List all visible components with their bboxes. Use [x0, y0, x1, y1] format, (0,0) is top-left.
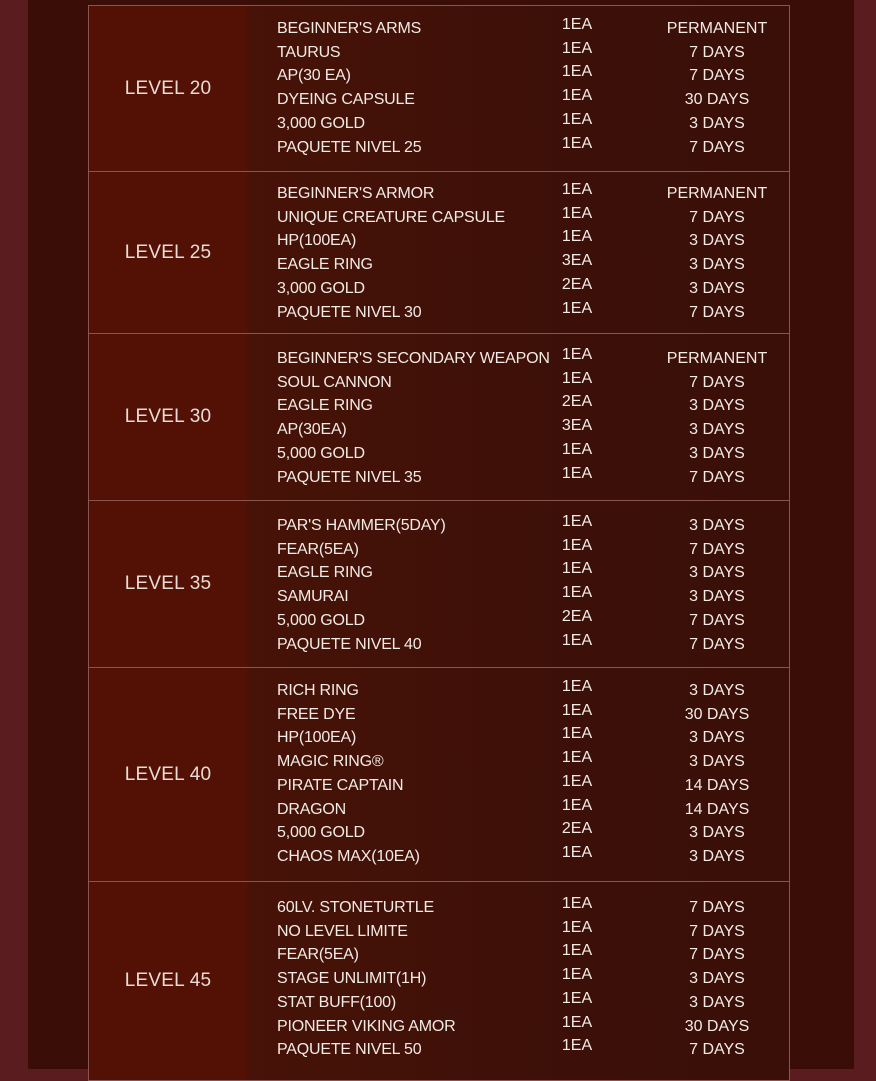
- reward-duration: PERMANENT: [666, 350, 768, 367]
- reward-name: PAQUETE NIVEL 25: [277, 138, 422, 156]
- reward-item: [247, 536, 789, 565]
- reward-item: [247, 134, 789, 163]
- reward-item: [247, 513, 789, 541]
- reward-name: RICH RING: [277, 682, 359, 699]
- reward-name: CHAOS MAX(10EA): [277, 847, 420, 865]
- reward-duration: 7 DAYS: [689, 611, 745, 629]
- reward-item: [247, 369, 789, 398]
- level-row: [88, 333, 790, 501]
- reward-duration: 7 DAYS: [689, 67, 745, 85]
- reward-duration: 30 DAYS: [684, 91, 750, 109]
- reward-item: [247, 820, 789, 848]
- reward-quantity: 1EA: [561, 725, 593, 743]
- reward-quantity: 1EA: [561, 63, 593, 81]
- reward-quantity: 2EA: [561, 820, 593, 838]
- reward-item: [247, 796, 789, 825]
- reward-quantity: 1EA: [561, 749, 593, 767]
- reward-quantity: 1EA: [561, 16, 593, 33]
- reward-item: [247, 560, 789, 588]
- reward-duration: 7 DAYS: [689, 138, 745, 156]
- reward-duration: 3 DAYS: [689, 824, 745, 842]
- reward-duration: 7 DAYS: [689, 922, 745, 940]
- reward-name: BEGINNER'S ARMOR: [277, 185, 435, 202]
- level-row: [88, 500, 790, 668]
- reward-quantity: 1EA: [561, 918, 593, 936]
- reward-quantity: 3EA: [561, 252, 593, 270]
- reward-duration: 3 DAYS: [689, 114, 745, 132]
- reward-duration: 14 DAYS: [684, 800, 750, 818]
- reward-duration: 3 DAYS: [689, 682, 745, 699]
- reward-duration: 7 DAYS: [689, 303, 745, 321]
- reward-item: [247, 942, 789, 970]
- reward-quantity: 1EA: [561, 942, 593, 960]
- reward-item: [247, 678, 789, 706]
- reward-duration: 30 DAYS: [684, 705, 750, 723]
- reward-name: 3,000 GOLD: [277, 279, 365, 297]
- reward-duration: 7 DAYS: [689, 635, 745, 653]
- reward-duration: 3 DAYS: [689, 847, 745, 865]
- reward-item: [247, 110, 789, 139]
- reward-name: EAGLE RING: [277, 256, 373, 274]
- reward-duration: PERMANENT: [666, 20, 768, 37]
- reward-quantity: 1EA: [561, 989, 593, 1007]
- reward-items: [247, 6, 789, 171]
- reward-quantity: 1EA: [561, 701, 593, 719]
- reward-item: [247, 725, 789, 753]
- reward-duration: 7 DAYS: [689, 43, 745, 61]
- reward-name: AP(30EA): [277, 421, 347, 439]
- reward-name: NO LEVEL LIMITE: [277, 922, 408, 940]
- reward-items: [247, 501, 789, 667]
- reward-duration: PERMANENT: [666, 185, 768, 202]
- level-row: [88, 667, 790, 882]
- reward-quantity: 1EA: [561, 369, 593, 387]
- reward-name: 5,000 GOLD: [277, 824, 365, 842]
- reward-name: SAMURAI: [277, 588, 349, 606]
- reward-quantity: 1EA: [561, 513, 593, 530]
- reward-name: EAGLE RING: [277, 564, 373, 582]
- reward-duration: 7 DAYS: [689, 208, 745, 226]
- reward-items: [247, 882, 789, 1080]
- reward-name: 5,000 GOLD: [277, 611, 365, 629]
- level-rewards-table: [88, 0, 792, 1069]
- reward-quantity: 1EA: [561, 772, 593, 790]
- reward-item: [247, 16, 789, 44]
- level-cell: [89, 882, 247, 1080]
- reward-quantity: 1EA: [561, 678, 593, 695]
- reward-duration: 3 DAYS: [689, 588, 745, 606]
- reward-duration: 3 DAYS: [689, 397, 745, 415]
- reward-quantity: 1EA: [561, 87, 593, 105]
- reward-items: [247, 172, 789, 333]
- reward-duration: 3 DAYS: [689, 444, 745, 462]
- reward-duration: 14 DAYS: [684, 776, 750, 794]
- reward-name: HP(100EA): [277, 232, 357, 250]
- reward-duration: 30 DAYS: [684, 1017, 750, 1035]
- reward-item: [247, 607, 789, 636]
- reward-duration: 3 DAYS: [689, 256, 745, 274]
- reward-name: AP(30 EA): [277, 67, 351, 85]
- reward-item: [247, 1013, 789, 1042]
- level-row: [88, 5, 790, 172]
- reward-item: [247, 701, 789, 730]
- reward-name: 5,000 GOLD: [277, 444, 365, 462]
- reward-quantity: 1EA: [561, 966, 593, 984]
- level-row: [88, 881, 790, 1081]
- reward-duration: 3 DAYS: [689, 517, 745, 534]
- reward-duration: 3 DAYS: [689, 564, 745, 582]
- level-label: LEVEL 30: [124, 406, 212, 427]
- reward-quantity: 1EA: [561, 895, 593, 912]
- reward-item: [247, 464, 789, 493]
- reward-item: [247, 843, 789, 872]
- reward-item: [247, 440, 789, 469]
- reward-duration: 7 DAYS: [689, 899, 745, 916]
- reward-name: PAR'S HAMMER(5DAY): [277, 517, 446, 534]
- reward-name: DYEING CAPSULE: [277, 91, 415, 109]
- reward-name: FEAR(5EA): [277, 946, 359, 964]
- reward-quantity: 1EA: [561, 39, 593, 57]
- reward-name: STAT BUFF(100): [277, 993, 396, 1011]
- level-cell: [89, 501, 247, 667]
- level-cell: [89, 172, 247, 333]
- level-row: [88, 171, 790, 334]
- reward-name: STAGE UNLIMIT(1H): [277, 970, 427, 988]
- reward-quantity: 1EA: [561, 1037, 593, 1055]
- reward-quantity: 1EA: [561, 536, 593, 554]
- reward-name: DRAGON: [277, 800, 347, 818]
- reward-quantity: 1EA: [561, 299, 593, 317]
- reward-item: [247, 989, 789, 1018]
- reward-duration: 3 DAYS: [689, 279, 745, 297]
- reward-quantity: 2EA: [561, 275, 593, 293]
- reward-duration: 3 DAYS: [689, 729, 745, 747]
- reward-quantity: 1EA: [561, 1013, 593, 1031]
- reward-item: [247, 39, 789, 68]
- reward-item: [247, 228, 789, 256]
- reward-name: BEGINNER'S ARMS: [277, 20, 422, 37]
- reward-duration: 7 DAYS: [689, 468, 745, 486]
- level-label: LEVEL 20: [124, 77, 212, 99]
- reward-quantity: 1EA: [561, 843, 593, 861]
- reward-duration: 7 DAYS: [689, 1041, 745, 1059]
- reward-duration: 3 DAYS: [689, 993, 745, 1011]
- reward-item: [247, 87, 789, 115]
- reward-duration: 3 DAYS: [689, 970, 745, 988]
- reward-quantity: 1EA: [561, 440, 593, 458]
- reward-name: 60LV. STONETURTLE: [277, 899, 434, 916]
- reward-quantity: 1EA: [561, 464, 593, 482]
- reward-name: PAQUETE NIVEL 30: [277, 303, 422, 321]
- level-cell: [89, 668, 247, 881]
- reward-name: PAQUETE NIVEL 40: [277, 635, 422, 653]
- reward-quantity: 1EA: [561, 631, 593, 649]
- reward-name: FREE DYE: [277, 705, 356, 723]
- level-cell: [89, 334, 247, 500]
- reward-item: [247, 895, 789, 923]
- reward-item: [247, 584, 789, 612]
- level-cell: [89, 6, 247, 171]
- level-label: LEVEL 25: [124, 241, 212, 263]
- reward-name: HP(100EA): [277, 729, 357, 747]
- reward-item: [247, 749, 789, 777]
- reward-item: [247, 966, 789, 994]
- reward-item: [247, 275, 789, 304]
- reward-item: [247, 299, 789, 328]
- reward-quantity: 1EA: [561, 584, 593, 602]
- reward-name: TAURUS: [277, 43, 341, 61]
- reward-items: [247, 668, 789, 881]
- reward-name: FEAR(5EA): [277, 540, 359, 558]
- reward-item: [247, 252, 789, 280]
- reward-duration: 7 DAYS: [689, 946, 745, 964]
- reward-duration: 3 DAYS: [689, 753, 745, 771]
- reward-quantity: 3EA: [561, 417, 593, 435]
- reward-duration: 3 DAYS: [689, 232, 745, 250]
- reward-items: [247, 334, 789, 500]
- reward-quantity: 1EA: [561, 346, 593, 363]
- reward-item: [247, 631, 789, 660]
- reward-duration: 7 DAYS: [689, 540, 745, 558]
- reward-item: [247, 346, 789, 374]
- reward-item: [247, 772, 789, 801]
- reward-item: [247, 204, 789, 233]
- reward-quantity: 1EA: [561, 204, 593, 222]
- reward-name: PIONEER VIKING AMOR: [277, 1017, 456, 1035]
- reward-name: UNIQUE CREATURE CAPSULE: [277, 208, 506, 226]
- reward-name: SOUL CANNON: [277, 373, 392, 391]
- reward-name: EAGLE RING: [277, 397, 373, 415]
- reward-quantity: 1EA: [561, 134, 593, 152]
- reward-duration: 7 DAYS: [689, 373, 745, 391]
- reward-quantity: 1EA: [561, 228, 593, 246]
- reward-quantity: 1EA: [561, 560, 593, 578]
- reward-name: PIRATE CAPTAIN: [277, 776, 404, 794]
- level-label: LEVEL 40: [124, 763, 212, 785]
- reward-item: [247, 393, 789, 421]
- reward-name: MAGIC RING®: [277, 753, 384, 771]
- reward-name: PAQUETE NIVEL 50: [277, 1041, 422, 1059]
- level-label: LEVEL 35: [124, 573, 212, 594]
- reward-quantity: 2EA: [561, 607, 593, 625]
- reward-item: [247, 1037, 789, 1065]
- reward-duration: 3 DAYS: [689, 421, 745, 439]
- reward-quantity: 1EA: [561, 796, 593, 814]
- reward-name: BEGINNER'S SECONDARY WEAPON: [277, 350, 550, 367]
- reward-name: PAQUETE NIVEL 35: [277, 468, 422, 486]
- reward-item: [247, 181, 789, 209]
- reward-name: 3,000 GOLD: [277, 114, 365, 132]
- reward-quantity: 1EA: [561, 110, 593, 128]
- reward-item: [247, 918, 789, 947]
- reward-quantity: 1EA: [561, 181, 593, 198]
- reward-item: [247, 417, 789, 445]
- reward-item: [247, 63, 789, 91]
- reward-quantity: 2EA: [561, 393, 593, 411]
- level-label: LEVEL 45: [124, 970, 212, 991]
